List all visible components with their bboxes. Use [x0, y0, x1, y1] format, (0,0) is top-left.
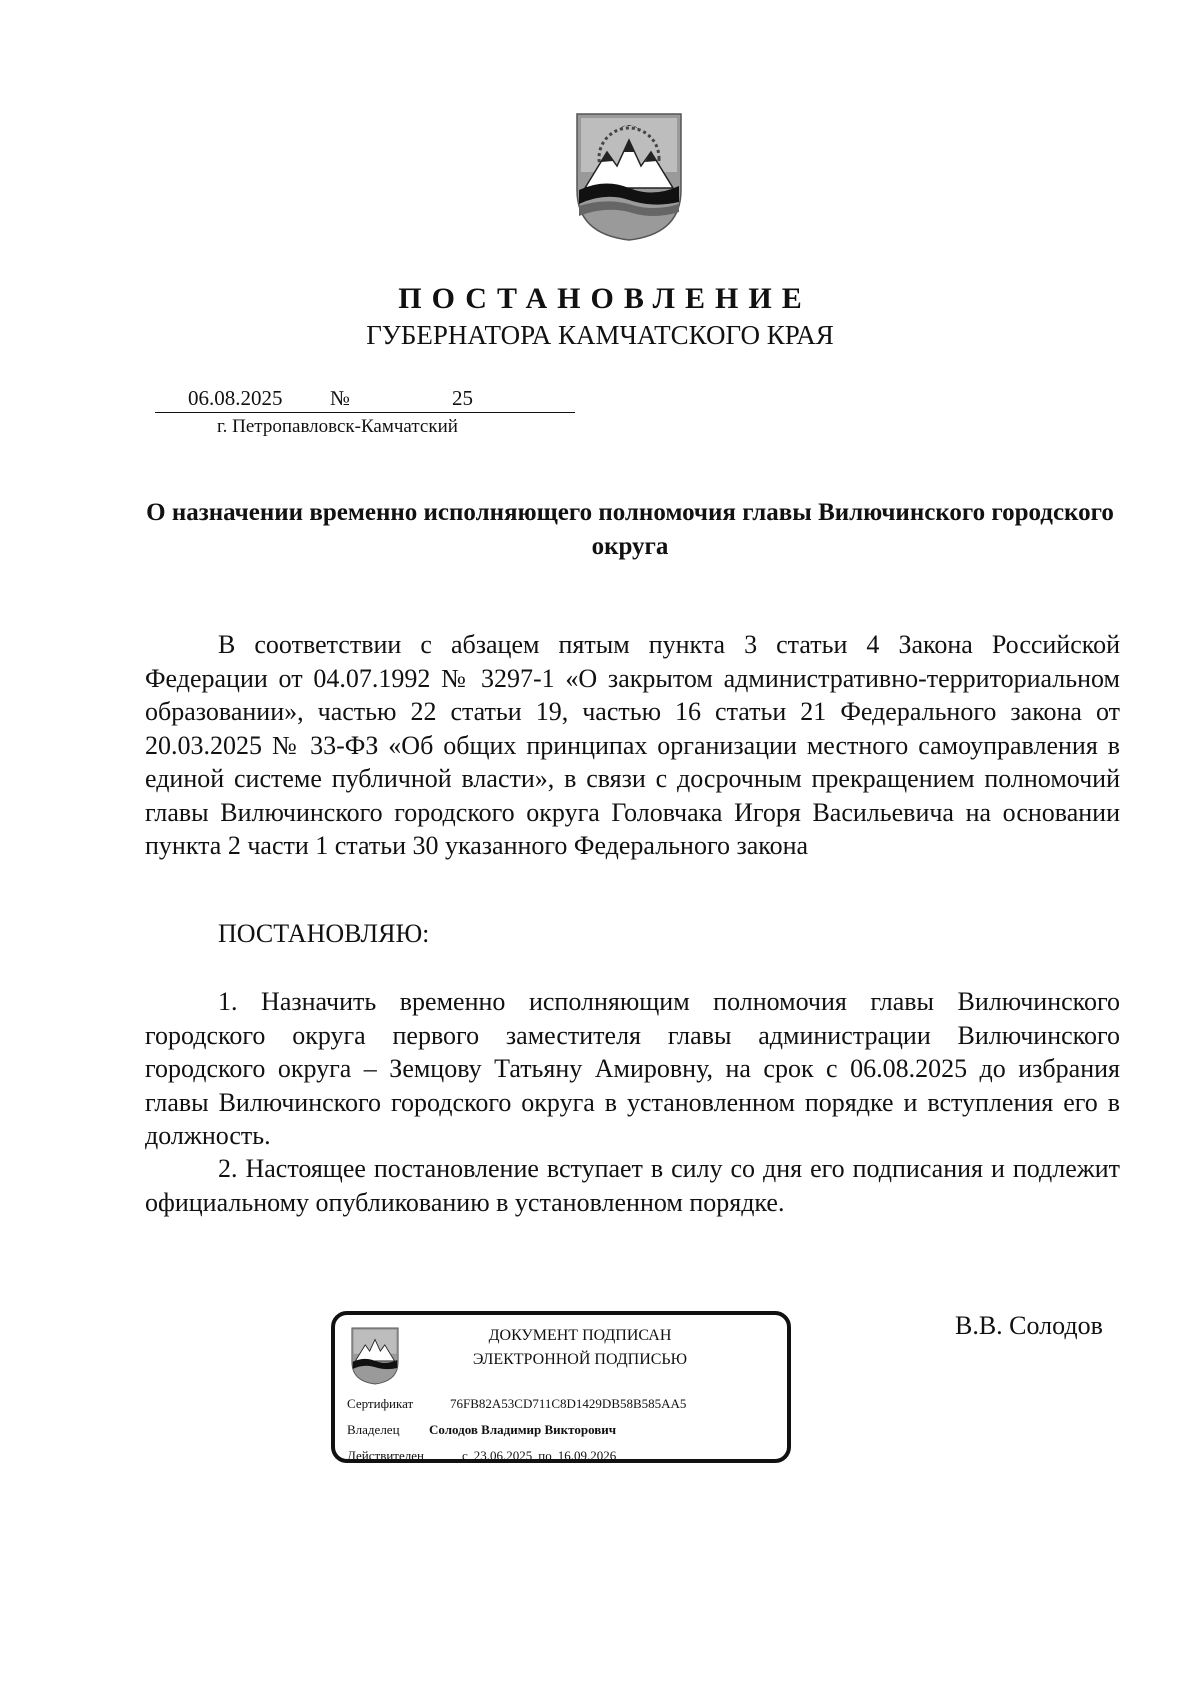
item-2-text: 2. Настоящее постановление вступает в силу со дня его подписания и подлежит официальному опубликованию в установленном порядке.	[145, 1154, 1120, 1217]
owner-label: Владелец	[347, 1422, 400, 1437]
preamble-paragraph	[145, 628, 1120, 863]
certificate-label: Сертификат	[347, 1396, 414, 1411]
certificate-value: 76FB82A53CD711C8D1429DB58B585AA5	[450, 1396, 687, 1411]
coat-of-arms-icon	[575, 112, 683, 242]
issuer-title: ГУБЕРНАТОРА КАМЧАТСКОГО КРАЯ	[366, 320, 834, 350]
decree-word: ПОСТАНОВЛЯЮ:	[218, 919, 430, 948]
item-2-paragraph	[145, 1152, 1120, 1219]
document-date: 06.08.2025	[188, 386, 283, 410]
stamp-certificate-row	[347, 1396, 686, 1412]
validity-to-word: по	[538, 1448, 552, 1463]
electronic-signature-stamp	[331, 1311, 791, 1463]
document-type-title: ПОСТАНОВЛЕНИЕ	[398, 282, 812, 315]
validity-from-word: с	[462, 1448, 468, 1463]
stamp-owner-row	[347, 1422, 616, 1438]
document-heading: О назначении временно исполняющего полномочия главы Вилючинского городского округа	[146, 499, 1114, 560]
signer-name: В.В. Солодов	[955, 1311, 1103, 1340]
city: г. Петропавловск-Камчатский	[217, 416, 458, 437]
stamp-title-line-1: ДОКУМЕНТ ПОДПИСАН	[488, 1327, 672, 1344]
validity-from-date: 23.06.2025	[473, 1448, 533, 1463]
item-1-text: 1. Назначить временно исполняющим полномочия главы Вилючинского городского округа первого заместителя главы администрации Вилючинского городского округа – Земцову Татьяну Амировну, на срок с 06.08.2025 до избрания главы Вилючинского городского округа в установленном порядке и вступления его в должность.	[145, 987, 1120, 1150]
document-number: 25	[452, 386, 473, 410]
validity-label: Действителен	[347, 1448, 424, 1463]
number-sign: №	[330, 386, 351, 410]
owner-value: Солодов Владимир Викторович	[429, 1422, 617, 1437]
item-1-paragraph	[145, 985, 1120, 1153]
preamble-text: В соответствии с абзацем пятым пункта 3 статьи 4 Закона Российской Федерации от 04.07.1992 № 3297-1 «О закрытом административно-территориальном образовании», частью 22 статьи 19, частью 16 статьи 21 Федерального закона от 20.03.2025 № 33-ФЗ «Об общих принципах организации местного самоуправления в единой системе публичной власти», в связи с досрочным прекращением полномочий главы Вилючинского городского округа Головчака Игоря Васильевича на основании пункта 2 части 1 статьи 30 указанного Федерального закона	[145, 630, 1120, 860]
stamp-title-line-2: ЭЛЕКТРОННОЙ ПОДПИСЬЮ	[472, 1351, 688, 1368]
stamp-coat-of-arms-icon	[351, 1326, 399, 1386]
date-number-line	[155, 386, 575, 413]
stamp-validity-row	[347, 1448, 616, 1464]
validity-to-date: 16.09.2026	[557, 1448, 617, 1463]
